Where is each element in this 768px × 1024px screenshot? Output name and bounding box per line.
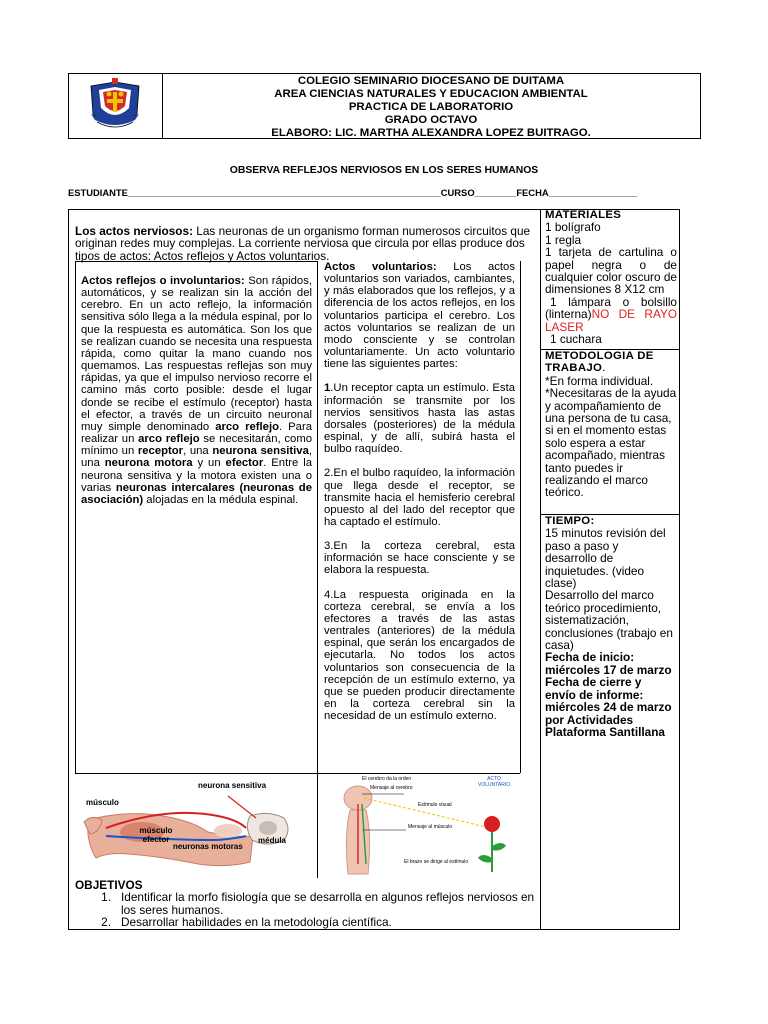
fig2-cerebro-orden: El cerebro da la orden <box>362 776 412 782</box>
header-line-elaboro: ELABORO: LIC. MARTHA ALEXANDRA LOPEZ BUITRAGO. <box>271 127 591 139</box>
materiales-section <box>545 209 677 345</box>
voluntarios-title: Actos voluntarios: <box>324 261 437 273</box>
reflejos-box-left <box>75 261 76 773</box>
voluntarios-step-1: 1.Un receptor capta un estímulo. Esta información se transmite por los nervios sensitivos hasta las astas dorsales (posteriores) de la médula espinal, y de allí, subirá hasta el bulbo raquídeo. <box>324 382 515 456</box>
metodologia-section <box>545 350 677 499</box>
intro-bold: Los actos nerviosos: <box>75 224 194 238</box>
fecha-cierre: Fecha de cierre y envío de informe: miércoles 24 de marzo por Actividades Plataforma Santillana <box>545 675 672 739</box>
metodologia-line-2: *Necesitaras de la ayuda y acompañamiento de una persona de tu casa, si en el momento estas solo espera a estar acompañado, mientras tanto puedes ir realizando el marco teórico. <box>545 386 677 500</box>
tiempo-line-1: 15 minutos revisión del paso a paso y desarrollo de inquietudes. (video clase) <box>545 526 666 591</box>
fig1-neuronas-motoras: neuronas motoras <box>173 842 243 851</box>
tiempo-title: TIEMPO: <box>545 515 595 527</box>
voluntary-act-figure <box>320 774 518 878</box>
fig1-musculo-efector: músculo efector <box>139 826 173 844</box>
materiales-item-5: 1 cuchara <box>550 332 602 347</box>
fig2-estimulo-visual: Estímulo visual <box>418 802 452 808</box>
metodologia-line-1: *En forma individual. <box>545 373 654 388</box>
voluntarios-step-4: 4.La respuesta originada en la corteza cerebral, se envía a los efectores a través de las astas ventrales (anteriores) de la médula espinal, que serán los encargados de ejecutarla. No todos los actos voluntarios son consecuencia de la recepción de un estímulo externo, ya que se pueden producir directamente en la corteza cerebral sin la necesidad de un estímulo externo. <box>324 588 515 723</box>
materiales-item-3: 1 tarjeta de cartulina o papel negra o de cualquier color oscuro de dimensiones 8 X12 cm <box>545 245 677 297</box>
fecha-inicio: Fecha de inicio: miércoles 17 de marzo <box>545 650 672 677</box>
fig1-medula: médula <box>258 836 287 845</box>
crest-cell <box>69 74 163 138</box>
reflejos-paragraph: Actos reflejos o involuntarios: Son rápidos, automáticos, y se realizan sin la acción del cerebro. En un acto reflejo, la información sensitiva sólo llega a la médula espinal, por lo que la respuesta es automática. Son los que se realizan cuando se necesita una respuesta rápida, como quitar la mano cuando nos quemamos. Las respuestas reflejas son muy rápidas, ya que el impulso nervioso recorre el camino más corto posible: desde el lugar donde se recibe el estímulo (receptor) hasta el efector, a través de un circuito neuronal muy simple denominado arco reflejo. Para realizar un arco reflejo se necesitarán, como mínimo un receptor, una neurona sensitiva, una neurona motora y un efector. Entre la neurona sensitiva y la motora existen una o varias neuronas intercalares (neuronas de asociación) alojadas en la médula espinal. <box>81 275 313 506</box>
voluntarios-intro: Actos voluntarios: Los actos voluntarios son variados, cambiantes, y más elaborados que los reflejos, y a diferencia de los actos reflejos, en los voluntarios participa el cerebro. Los actos voluntarios se realizan de un modo consciente y se controlan voluntariamente. Un acto voluntario tiene las siguientes partes: <box>324 261 515 371</box>
objetivos-section <box>75 879 535 929</box>
fig2-mensaje-musculo: Mensaje al músculo <box>408 824 453 830</box>
column-divider <box>540 209 541 930</box>
school-crest-logo <box>69 74 162 138</box>
reflex-arc-illustration <box>78 776 314 876</box>
curso-label: CURSO <box>440 187 475 198</box>
fig1-musculo: músculo <box>86 798 119 807</box>
reflejos-title: Actos reflejos o involuntarios: <box>81 275 245 287</box>
fig2-acto-voluntario: ACTO VOLUNTARIO <box>478 776 511 788</box>
header-line-school: COLEGIO SEMINARIO DIOCESANO DE DUITAMA <box>297 75 565 87</box>
materiales-item-4: 1 lámpara o bolsillo (linterna)NO DE RAYO LASER <box>545 294 677 334</box>
materiales-title: MATERIALES <box>545 209 622 221</box>
fig2-brazo: El brazo se dirige al estímulo <box>404 859 469 865</box>
fecha-label: FECHA <box>516 187 549 198</box>
header-line-practica: PRACTICA DE LABORATORIO <box>348 101 514 113</box>
intro-paragraph <box>75 225 535 262</box>
materiales-item-1: 1 bolígrafo <box>545 220 601 235</box>
reflex-arc-figure <box>78 776 314 876</box>
inner-divider <box>317 261 318 878</box>
tiempo-line-2: Desarrollo del marco teórico procedimiento, sistematización, conclusiones (trabajo en casa) <box>545 588 673 653</box>
intro-text: Las neuronas de un organismo forman numerosos circuitos que originan redes muy complejas. La corriente nerviosa que circula por ellas produce dos tipos de actos: Actos reflejos y Actos voluntarios. <box>75 224 531 263</box>
header-line-area: AREA CIENCIAS NATURALES Y EDUCACION AMBIENTAL <box>274 88 588 100</box>
estudiante-label: ESTUDIANTE <box>68 187 128 198</box>
header-lines <box>162 74 700 138</box>
objetivos-title: OBJETIVOS <box>75 878 143 892</box>
tiempo-section <box>545 515 673 738</box>
materiales-item-2: 1 regla <box>545 232 582 247</box>
fig2-mensaje-cerebro: Mensaje al cerebro <box>370 785 413 791</box>
voluntarios-step-2: 2.En el bulbo raquídeo, la información que llega desde el receptor, se transmite hacia el hemisferio cerebral opuesto al del lado del receptor que ha captado el estímulo. <box>324 467 515 528</box>
header-box <box>68 73 701 139</box>
header-line-grado: GRADO OCTAVO <box>384 114 478 126</box>
metodologia-title: METODOLOGIA DE TRABAJO. <box>545 350 654 375</box>
student-line: ESTUDIANTE____________________________________________________________CURSO________FECHA_________________ <box>68 187 638 198</box>
voluntarios-column <box>324 261 515 722</box>
objetivo-item-2: 2. Desarrollar habilidades en la metodología científica. <box>101 915 392 930</box>
page-title: OBSERVA REFLEJOS NERVIOSOS EN LOS SERES HUMANOS <box>229 165 539 176</box>
objetivo-item-1: 1. Identificar la morfo fisiología que se desarrolla en algunos reflejos nerviosos en los seres humanos. <box>101 890 535 917</box>
fig1-neurona-sensitiva: neurona sensitiva <box>198 781 267 790</box>
voluntarios-box-right <box>520 261 521 773</box>
voluntarios-step-3: 3.En la corteza cerebral, esta información se hace consciente y se elabora la respuesta. <box>324 540 515 577</box>
